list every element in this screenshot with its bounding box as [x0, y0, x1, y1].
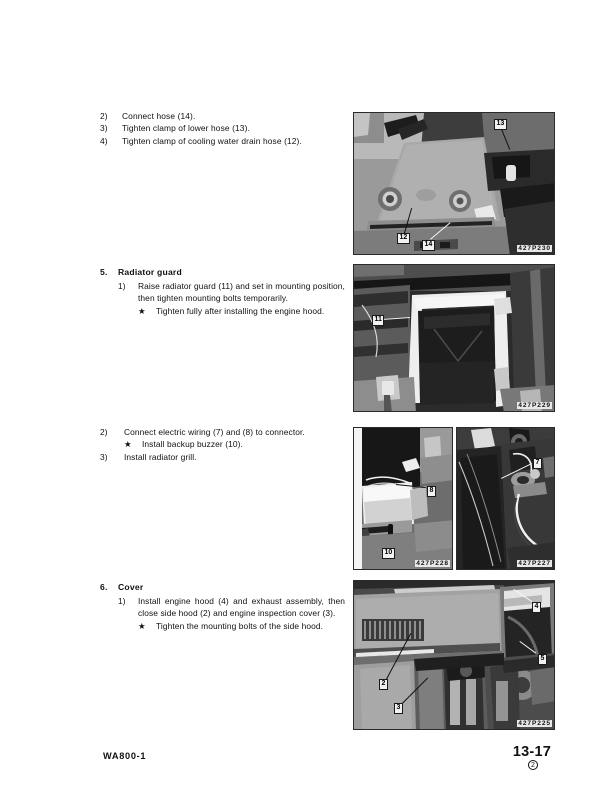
- step-number: 4): [100, 135, 108, 146]
- section-heading: [100, 581, 345, 594]
- text-block-wiring: [100, 426, 345, 463]
- step-number: 3): [100, 451, 108, 462]
- photo-content: [457, 428, 554, 569]
- step-text: Tighten clamp of cooling water drain hose (12).: [122, 135, 302, 146]
- revision-badge: 2: [528, 760, 538, 770]
- step-line: [100, 451, 345, 463]
- step-line: [100, 426, 345, 438]
- figure-4-photo: [353, 580, 555, 730]
- callout-2: 2: [379, 679, 388, 690]
- callout-8: 8: [427, 486, 436, 497]
- step-text: Tighten clamp of lower hose (13).: [122, 123, 250, 134]
- photo-content: [354, 265, 554, 411]
- step-line: [118, 280, 345, 305]
- step-line: [100, 110, 345, 122]
- callout-3: 3: [394, 703, 403, 714]
- section-title: Radiator guard: [118, 267, 182, 277]
- step-line: [100, 122, 345, 134]
- step-number: 1): [118, 596, 126, 606]
- section-radiator-guard: [100, 266, 345, 317]
- step-line: [118, 595, 345, 620]
- photo-content: [354, 113, 554, 254]
- step-number: 2): [100, 111, 108, 121]
- section-cover: [100, 581, 345, 632]
- callout-5: 5: [538, 654, 547, 665]
- figure-code: 427P228: [416, 560, 449, 567]
- callout-13: 13: [494, 119, 507, 130]
- star-icon: ★: [138, 305, 146, 316]
- figure-code: 427P227: [518, 560, 551, 567]
- section-heading: [100, 266, 345, 279]
- step-text: Raise radiator guard (11) and set in mounting position, then tighten mounting bolts temporarily.: [138, 281, 345, 304]
- note-text: Install backup buzzer (10).: [142, 439, 243, 450]
- figure-3b-photo: [456, 427, 555, 570]
- step-number: 3): [100, 123, 108, 134]
- section-number: 5.: [100, 267, 108, 277]
- star-icon: ★: [124, 439, 132, 450]
- step-text: Connect hose (14).: [122, 111, 196, 121]
- figure-3a-photo: [353, 427, 453, 570]
- step-number: 2): [100, 427, 108, 437]
- photo-content: [354, 428, 452, 569]
- step-text: Connect electric wiring (7) and (8) to connector.: [124, 427, 305, 437]
- note-line: [138, 305, 345, 317]
- step-text: Install engine hood (4) and exhaust assembly, then close side hood (2) and engine inspection cover (3).: [138, 596, 345, 619]
- note-text: Tighten fully after installing the engine hood.: [156, 305, 325, 316]
- note-text: Tighten the mounting bolts of the side hood.: [156, 620, 324, 631]
- callout-7: 7: [533, 458, 542, 469]
- footer-page-number: 13-17: [512, 744, 551, 760]
- figure-code: 427P230: [518, 245, 551, 252]
- figure-2-photo: [353, 264, 555, 412]
- callout-10: 10: [382, 548, 395, 559]
- note-line: [124, 438, 345, 450]
- figure-code: 427P229: [518, 402, 551, 409]
- note-line: [138, 620, 345, 632]
- footer-revision: [528, 760, 538, 770]
- step-text: Install radiator grill.: [124, 451, 197, 462]
- section-title: Cover: [118, 582, 144, 592]
- figure-code: 427P225: [518, 720, 551, 727]
- callout-14: 14: [422, 240, 435, 251]
- footer-model-number: WA800-1: [103, 751, 147, 761]
- section-number: 6.: [100, 582, 108, 592]
- callout-4: 4: [532, 602, 541, 613]
- photo-content: [354, 581, 554, 729]
- step-number: 1): [118, 281, 126, 291]
- star-icon: ★: [138, 620, 146, 631]
- figure-1-photo: [353, 112, 555, 255]
- step-line: [100, 135, 345, 147]
- text-block-hose-steps: [100, 110, 345, 147]
- callout-11: 11: [372, 315, 384, 326]
- callout-12: 12: [397, 233, 410, 244]
